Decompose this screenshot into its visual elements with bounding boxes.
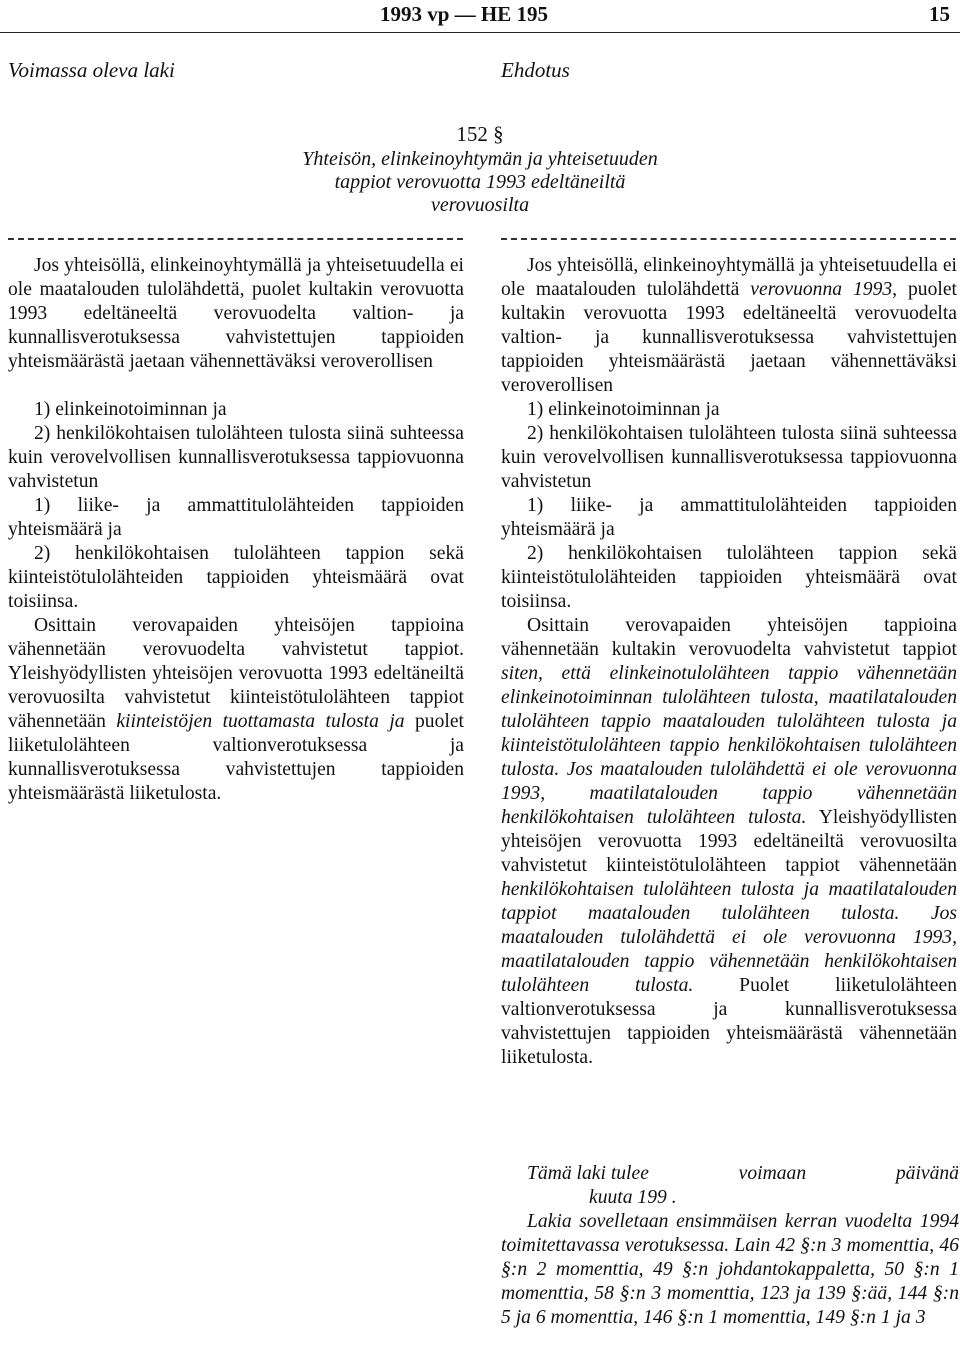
left-paragraph: 2) henkilökohtaisen tulolähteen tappion sekä kiinteistötulolähteiden tappioiden yhteismäärä ovat toisiinsa.	[8, 543, 464, 612]
omission-rule-left	[8, 238, 463, 240]
left-paragraph: 2) henkilökohtaisen tulolähteen tulosta siinä suhteessa kuin verovelvollisen kunnallisverotuksessa tappiovuonna vahvistetun	[8, 423, 464, 492]
left-paragraph: 1) elinkeinotoiminnan ja	[34, 399, 227, 420]
right-paragraph: 2) henkilökohtaisen tulolähteen tappion sekä kiinteistötulolähteiden tappioiden yhteismäärä ovat toisiinsa.	[501, 543, 957, 612]
current-law-column	[8, 254, 464, 806]
proposal-column	[501, 254, 957, 1070]
current-law-heading: Voimassa oleva laki	[8, 58, 175, 82]
section-title-line: tappiot verovuotta 1993 edeltäneiltä	[334, 171, 626, 193]
left-paragraph: Jos yhteisöllä, elinkeinoyhtymällä ja yhteisetuudella ei ole maatalouden tulolähdettä, puolet kultakin verovuotta 1993 edeltäneeltä verovuodelta valtion- ja kunnallisverotuksessa vahvistettujen tappioiden yhteismäärästä jaetaan vähennettäväksi veroverollisen	[8, 255, 464, 372]
left-paragraph: Osittain verovapaiden yhteisöjen tappioina vähennetään verovuodelta vahvistetut tappiot. Yleishyödyllisten yhteisöjen verovuotta 1993 edeltäneiltä verovuosilta vahvistetut kiinteistötulolähteen tappiot vähennetään kiinteistöjen tuottamasta tulosta ja puolet liiketulolähteen valtionverotuksessa ja kunnallisverotuksessa vahvistettujen tappioiden yhteismäärästä liiketulosta.	[8, 615, 464, 804]
right-paragraph: 2) henkilökohtaisen tulolähteen tulosta siinä suhteessa kuin verovelvollisen kunnallisverotuksessa tappiovuonna vahvistetun	[501, 423, 957, 492]
header-rule	[0, 32, 960, 33]
document-title: 1993 vp — HE 195	[380, 2, 549, 26]
right-paragraph: Osittain verovapaiden yhteisöjen tappioina vähennetään kultakin verovuodelta vahvistetut tappiot siten, että elinkeinotulolähteen tappio vähennetään elinkeinotoiminnan tulolähteen tulosta, maatilatalouden tulolähteen tappio maatalouden tulolähteen tulosta ja kiinteistötulolähteen tappio henkilökohtaisen tulolähteen tulosta. Jos maatalouden tulolähdettä ei ole verovuonna 1993, maatilatalouden tappio vähennetään henkilökohtaisen tulolähteen tulosta. Yleishyödyllisten yhteisöjen verovuotta 1993 edeltäneiltä verovuosilta vahvistetut kiinteistötulolähteen tappiot vähennetään henkilökohtaisen tulolähteen tulosta ja maatilatalouden tappiot maatalouden tulolähteen tulosta. Jos maatalouden tulolähdettä ei ole verovuonna 1993, maatilatalouden tappio vähennetään henkilökohtaisen tulolähteen tulosta. Puolet liiketulolähteen valtionverotuksessa ja kunnallisverotuksessa vahvistettujen tappioiden yhteismäärästä vähennetään liiketulosta.	[501, 615, 958, 1068]
proposal-heading: Ehdotus	[501, 58, 570, 82]
section-title	[0, 148, 960, 217]
page-number: 15	[929, 2, 950, 26]
right-paragraph: Jos yhteisöllä, elinkeinoyhtymällä ja yhteisetuudella ei ole maatalouden tulolähdettä verovuonna 1993, puolet kultakin verovuotta 1993 edeltäneeltä verovuodelta valtion- ja kunnallisverotuksessa vahvistettujen tappioiden yhteismäärästä jaetaan vähennettäväksi veroverollisen	[501, 255, 957, 396]
omission-rule-right	[501, 238, 956, 240]
left-paragraph: 1) liike- ja ammattitulolähteiden tappioiden yhteismäärä ja	[8, 495, 464, 540]
section-title-line: verovuosilta	[430, 194, 530, 216]
entry-into-force-line: Tämä laki tulee voimaan päivänä	[527, 1163, 959, 1184]
page-header	[0, 0, 960, 32]
right-paragraph: 1) liike- ja ammattitulolähteiden tappioiden yhteismäärä ja	[501, 495, 957, 540]
entry-into-force-provision	[501, 1162, 959, 1330]
section-number: 152 §	[456, 122, 504, 146]
application-provision: Lakia sovelletaan ensimmäisen kerran vuodelta 1994 toimitettavassa verotuksessa. Lain 42 §:n 3 momenttia, 46 §:n 2 momenttia, 49 §:n johdantokappaletta, 50 §:n 1 momenttia, 58 §:n 3 momenttia, 123 ja 139 §:ää, 144 §:n 5 ja 6 momenttia, 146 §:n 1 momenttia, 149 §:n 1 ja 3	[501, 1211, 959, 1328]
entry-into-force-date: kuuta 199 .	[589, 1187, 677, 1208]
right-paragraph: 1) elinkeinotoiminnan ja	[527, 399, 720, 420]
section-title-line: Yhteisön, elinkeinoyhtymän ja yhteisetuuden	[302, 148, 658, 170]
